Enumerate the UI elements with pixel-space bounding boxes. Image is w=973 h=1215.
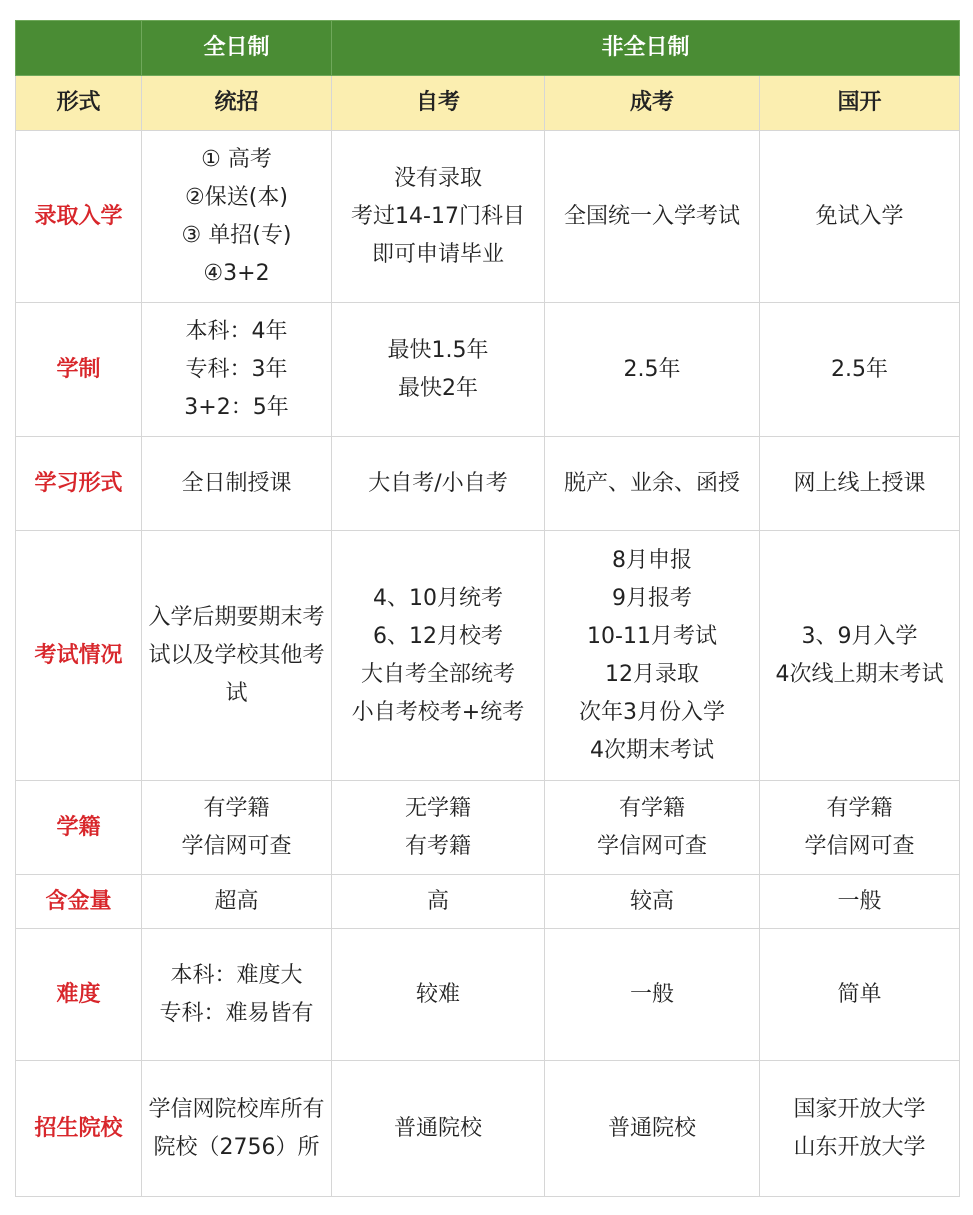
- table-cell: [760, 303, 960, 437]
- table-cell: [142, 531, 332, 781]
- table-cell: [760, 131, 960, 303]
- cell-text-line: 有考籍: [404, 833, 471, 859]
- cell-text-line: 即可申请毕业: [371, 241, 504, 267]
- cell-text-line: 脱产、业余、函授: [563, 470, 740, 496]
- cell-text-line: 普通院校: [393, 1115, 482, 1141]
- cell-text-line: 无学籍: [404, 795, 471, 821]
- cell-text-line: 6、12月校考: [373, 623, 503, 649]
- cell-text-line: 小自考校考+统考: [351, 699, 525, 725]
- column-header-tongzhao: 统招: [142, 76, 332, 131]
- cell-text-line: 没有录取: [393, 165, 482, 191]
- table-cell: [332, 531, 545, 781]
- cell-text-line: 全国统一入学考试: [563, 203, 740, 229]
- cell-text-line: 普通院校: [607, 1115, 696, 1141]
- cell-text-line: 3+2：5年: [184, 394, 289, 420]
- table-row-student-status: [16, 781, 960, 875]
- table-cell: [545, 1061, 760, 1197]
- table-cell: [332, 303, 545, 437]
- cell-text-line: 最快1.5年: [387, 337, 489, 363]
- cell-text-line: 学信网院校库所有院校（2756）所: [148, 1096, 325, 1160]
- column-header-chengkao: 成考: [545, 76, 760, 131]
- cell-text-line: 3、9月入学: [801, 623, 918, 649]
- column-header-guokai: 国开: [760, 76, 960, 131]
- table-cell: [760, 531, 960, 781]
- table-row-institutions: [16, 1061, 960, 1197]
- table-cell: [332, 781, 545, 875]
- cell-text-line: 免试入学: [815, 203, 904, 229]
- table-cell: [545, 875, 760, 929]
- cell-text-line: 学信网可查: [181, 833, 292, 859]
- cell-text-line: 较高: [629, 888, 674, 914]
- cell-text-line: 高: [426, 888, 449, 914]
- cell-text-line: 10-11月考试: [587, 623, 717, 649]
- table-cell: [332, 875, 545, 929]
- table-row-difficulty: [16, 929, 960, 1061]
- cell-text-line: 专科：3年: [185, 356, 288, 382]
- table-cell: [545, 131, 760, 303]
- column-header-form: 形式: [16, 76, 142, 131]
- cell-text-line: 学信网可查: [804, 833, 915, 859]
- column-header-row: [16, 76, 960, 131]
- cell-text-line: 4、10月统考: [373, 585, 503, 611]
- cell-text-line: 考过14-17门科目: [351, 203, 525, 229]
- table-cell: [142, 437, 332, 531]
- row-label-value: 含金量: [16, 875, 142, 929]
- column-header-zikao: 自考: [332, 76, 545, 131]
- row-label-duration: 学制: [16, 303, 142, 437]
- row-label-admission: 录取入学: [16, 131, 142, 303]
- cell-text-line: 全日制授课: [181, 470, 292, 496]
- comparison-table-container: [15, 20, 959, 1197]
- table-row-exams: [16, 531, 960, 781]
- cell-text-line: 一般: [629, 981, 674, 1007]
- row-label-study-form: 学习形式: [16, 437, 142, 531]
- education-comparison-table: [15, 20, 960, 1197]
- table-cell: [545, 303, 760, 437]
- table-cell: [545, 437, 760, 531]
- table-row-admission: [16, 131, 960, 303]
- cell-text-line: ③ 单招(专): [181, 222, 292, 248]
- cell-text-line: 一般: [837, 888, 882, 914]
- cell-text-line: 有学籍: [826, 795, 893, 821]
- cell-text-line: 本科：4年: [185, 318, 288, 344]
- table-cell: [760, 437, 960, 531]
- table-cell: [332, 131, 545, 303]
- cell-text-line: ④3+2: [203, 260, 270, 286]
- cell-text-line: 大自考全部统考: [360, 661, 515, 687]
- table-cell: [760, 875, 960, 929]
- cell-text-line: 大自考/小自考: [368, 470, 508, 496]
- table-cell: [332, 1061, 545, 1197]
- cell-text-line: 专科：难易皆有: [159, 1000, 314, 1026]
- cell-text-line: 本科：难度大: [170, 962, 303, 988]
- table-cell: [142, 929, 332, 1061]
- table-cell: [142, 875, 332, 929]
- table-cell: [545, 929, 760, 1061]
- table-row-value: [16, 875, 960, 929]
- table-cell: [142, 781, 332, 875]
- cell-text-line: 学信网可查: [596, 833, 707, 859]
- cell-text-line: 次年3月份入学: [579, 699, 725, 725]
- table-cell: [760, 1061, 960, 1197]
- cell-text-line: 有学籍: [203, 795, 270, 821]
- table-cell: [332, 437, 545, 531]
- cell-text-line: 国家开放大学: [793, 1096, 926, 1122]
- cell-text-line: 4次线上期末考试: [775, 661, 944, 687]
- cell-text-line: 超高: [214, 888, 259, 914]
- row-label-difficulty: 难度: [16, 929, 142, 1061]
- table-row-study-form: [16, 437, 960, 531]
- row-label-institutions: 招生院校: [16, 1061, 142, 1197]
- cell-text-line: 最快2年: [398, 375, 478, 401]
- table-cell: [760, 781, 960, 875]
- cell-text-line: 2.5年: [831, 356, 888, 382]
- table-row-duration: [16, 303, 960, 437]
- cell-text-line: 8月申报: [612, 547, 692, 573]
- cell-text-line: ① 高考: [201, 146, 272, 172]
- group-header-row: [16, 21, 960, 76]
- table-cell: [545, 531, 760, 781]
- row-label-student-status: 学籍: [16, 781, 142, 875]
- cell-text-line: 网上线上授课: [793, 470, 926, 496]
- cell-text-line: 2.5年: [623, 356, 681, 382]
- cell-text-line: 12月录取: [605, 661, 699, 687]
- group-header-part-time: 非全日制: [332, 21, 960, 76]
- cell-text-line: ②保送(本): [185, 184, 288, 210]
- row-label-exams: 考试情况: [16, 531, 142, 781]
- cell-text-line: 简单: [837, 981, 882, 1007]
- table-cell: [545, 781, 760, 875]
- table-cell: [760, 929, 960, 1061]
- group-header-blank: [16, 21, 142, 76]
- table-cell: [142, 131, 332, 303]
- cell-text-line: 较难: [415, 981, 460, 1007]
- group-header-full-time: 全日制: [142, 21, 332, 76]
- table-cell: [142, 1061, 332, 1197]
- cell-text-line: 入学后期要期末考试以及学校其他考试: [148, 604, 325, 706]
- cell-text-line: 4次期末考试: [590, 737, 714, 763]
- cell-text-line: 山东开放大学: [793, 1134, 926, 1160]
- table-cell: [332, 929, 545, 1061]
- cell-text-line: 9月报考: [612, 585, 692, 611]
- table-cell: [142, 303, 332, 437]
- cell-text-line: 有学籍: [618, 795, 685, 821]
